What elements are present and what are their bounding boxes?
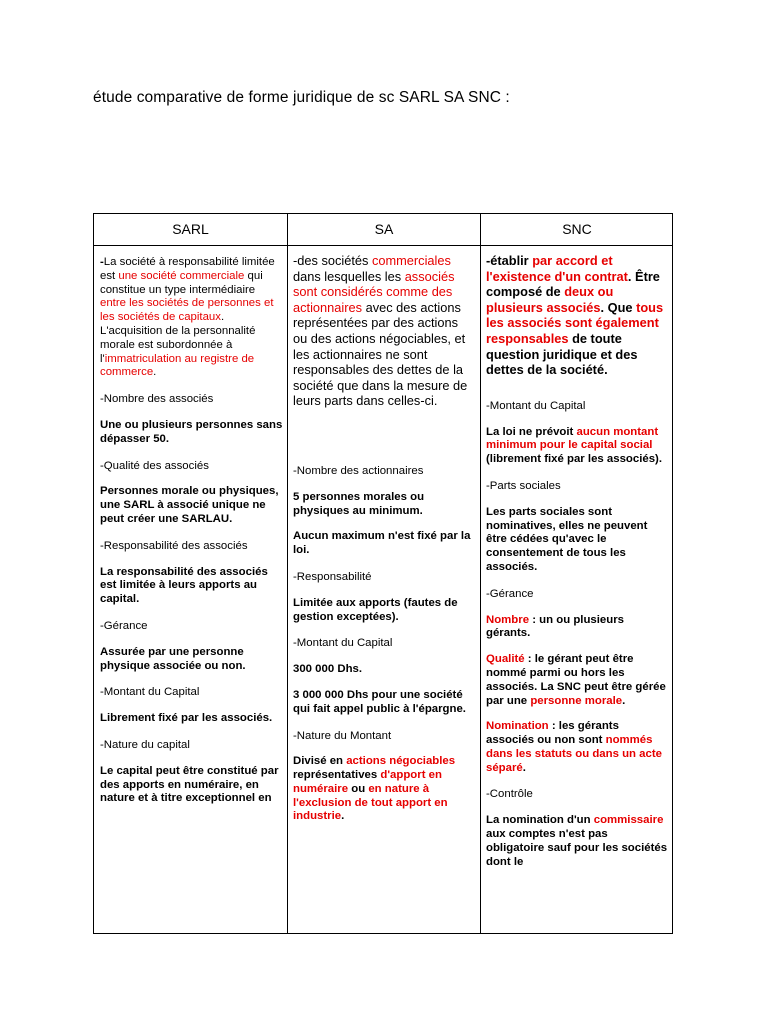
text-segment: entre les sociétés de personnes et les sociétés de capitaux	[100, 297, 274, 324]
text-segment: en nature à l'exclusion de tout apport en industrie	[293, 782, 448, 823]
sarl-resp-label: -Responsabilité des associés	[100, 539, 248, 552]
sa-montant-text1: 300 000 Dhs.	[293, 663, 363, 676]
text-segment: . Être composé de	[486, 268, 660, 300]
header-sarl: SARL	[172, 221, 209, 237]
sarl-resp-text: La responsabilité des associés est limitée à leurs apports au capital.	[100, 565, 268, 606]
text-segment: ou	[348, 782, 369, 795]
column-sa	[293, 246, 475, 933]
text-segment: actions négociables	[346, 755, 456, 768]
text-segment: (librement fixé par les associés).	[486, 453, 662, 466]
snc-gerance-label: -Gérance	[486, 587, 534, 600]
text-segment: Qualité	[486, 653, 525, 666]
snc-gerance-qualite	[486, 653, 669, 708]
text-segment: une société commerciale	[118, 269, 245, 282]
sarl-gerance-label: -Gérance	[100, 619, 148, 632]
sarl-nombre-label: -Nombre des associés	[100, 393, 214, 406]
sarl-qualite-text: Personnes morale ou physiques, une SARL à associé unique ne peut créer une SARLAU.	[100, 485, 279, 525]
snc-gerance-nomination	[486, 720, 669, 775]
header-snc: SNC	[562, 221, 592, 237]
sa-montant-text2: 3 000 000 Dhs pour une société qui fait appel public à l'épargne.	[293, 688, 466, 715]
text-segment: -des sociétés	[293, 253, 372, 268]
text-segment: commerciales	[371, 253, 451, 268]
text-segment: .	[622, 694, 626, 707]
header-sa: SA	[374, 221, 394, 237]
text-segment: aucun montant minimum pour le capital social	[486, 425, 659, 452]
sarl-qualite-label: -Qualité des associés	[100, 459, 209, 472]
sarl-intro	[100, 256, 284, 380]
text-segment: .	[522, 761, 526, 774]
snc-intro	[486, 253, 669, 378]
sa-nombre-text1: 5 personnes morales ou physiques au minimum.	[293, 490, 425, 517]
sa-nature-label: -Nature du Montant	[293, 729, 392, 742]
text-segment: . L'acquisition de la personnalité morale est subordonnée à l'	[100, 311, 256, 365]
sarl-gerance-text: Assurée par une personne physique associée ou non.	[100, 645, 246, 672]
text-segment: La nomination d'un	[486, 814, 594, 827]
text-segment: aux comptes n'est pas obligatoire sauf pour les sociétés dont le	[486, 828, 668, 868]
sa-montant-label: -Montant du Capital	[293, 637, 393, 650]
snc-parts-label: -Parts sociales	[486, 479, 561, 492]
text-segment: .	[153, 366, 157, 379]
text-segment: immatriculation au registre de commerce	[100, 352, 255, 379]
sa-nature-text	[293, 755, 475, 824]
sarl-nombre-text: Une ou plusieurs personnes sans dépasser 50.	[100, 418, 283, 445]
column-sarl	[100, 246, 284, 933]
text-segment: représentatives	[293, 769, 381, 782]
sarl-montant-label: -Montant du Capital	[100, 686, 200, 699]
text-segment: -établir	[486, 253, 533, 268]
snc-parts-text: Les parts sociales sont nominatives, elles ne peuvent être cédées qu'avec le consentement de tous les associés.	[486, 505, 648, 573]
text-segment: La loi ne prévoit	[486, 425, 577, 438]
text-segment: -	[100, 256, 104, 268]
text-segment: . Que	[600, 299, 637, 315]
sarl-nature-label: -Nature du capital	[100, 738, 190, 751]
text-segment: Nomination	[486, 720, 549, 733]
text-segment: de toute question juridique et des dettes de la société.	[486, 330, 638, 378]
text-segment: nommés dans les statuts ou dans un acte séparé	[486, 734, 662, 774]
snc-controle-label: -Contrôle	[486, 788, 533, 801]
comparison-table	[93, 213, 673, 934]
sa-nombre-text2: Aucun maximum n'est fixé par la loi.	[293, 530, 471, 557]
snc-montant-label: -Montant du Capital	[486, 399, 586, 412]
sa-nombre-label: -Nombre des actionnaires	[293, 464, 424, 477]
text-segment: tous les associés sont également responsables	[486, 299, 664, 346]
snc-gerance-nombre	[486, 614, 669, 642]
text-segment: avec des actions représentées par des actions ou des actions négociables, et les actionnaires ne sont responsables des dettes de la société que dans la mesure de leurs parts dans celles-ci.	[293, 299, 468, 409]
text-segment: : les gérants associés ou non sont	[486, 720, 619, 747]
page-title: étude comparative de forme juridique de sc SARL SA SNC :	[93, 89, 510, 106]
text-segment: d'apport en numéraire	[293, 769, 442, 795]
column-divider	[480, 214, 481, 933]
column-snc	[486, 246, 669, 933]
text-segment: : un ou plusieurs gérants.	[486, 613, 624, 640]
snc-controle-text	[486, 814, 669, 869]
text-segment: Nombre	[486, 613, 530, 626]
sarl-montant-text: Librement fixé par les associés.	[100, 712, 273, 725]
text-segment: par accord et l'existence d'un contrat	[486, 253, 628, 284]
text-segment: commissaire	[593, 814, 664, 827]
sarl-nature-text: Le capital peut être constitué par des apports en numéraire, en nature et à titre exceptionnel en	[100, 764, 279, 805]
column-divider	[287, 214, 288, 933]
text-segment: personne morale	[530, 694, 623, 707]
text-segment: : le gérant peut être nommé parmi ou hors les associés. La SNC peut être gérée par une	[486, 653, 666, 707]
text-segment: associés sont considérés comme des actionnaires	[293, 268, 455, 315]
text-segment: dans lesquelles les	[293, 268, 405, 284]
snc-montant-text	[486, 426, 669, 467]
sa-intro	[293, 253, 475, 409]
sa-resp-label: -Responsabilité	[293, 570, 372, 583]
text-segment: qui constitue un type intermédiaire	[100, 269, 263, 296]
sa-resp-text: Limitée aux apports (fautes de gestion exceptées).	[293, 596, 458, 623]
text-segment: .	[341, 810, 345, 823]
text-segment: Divisé en	[293, 755, 347, 768]
text-segment: La société à responsabilité limitée est	[100, 256, 275, 282]
text-segment: deux ou plusieurs associés	[486, 284, 614, 315]
